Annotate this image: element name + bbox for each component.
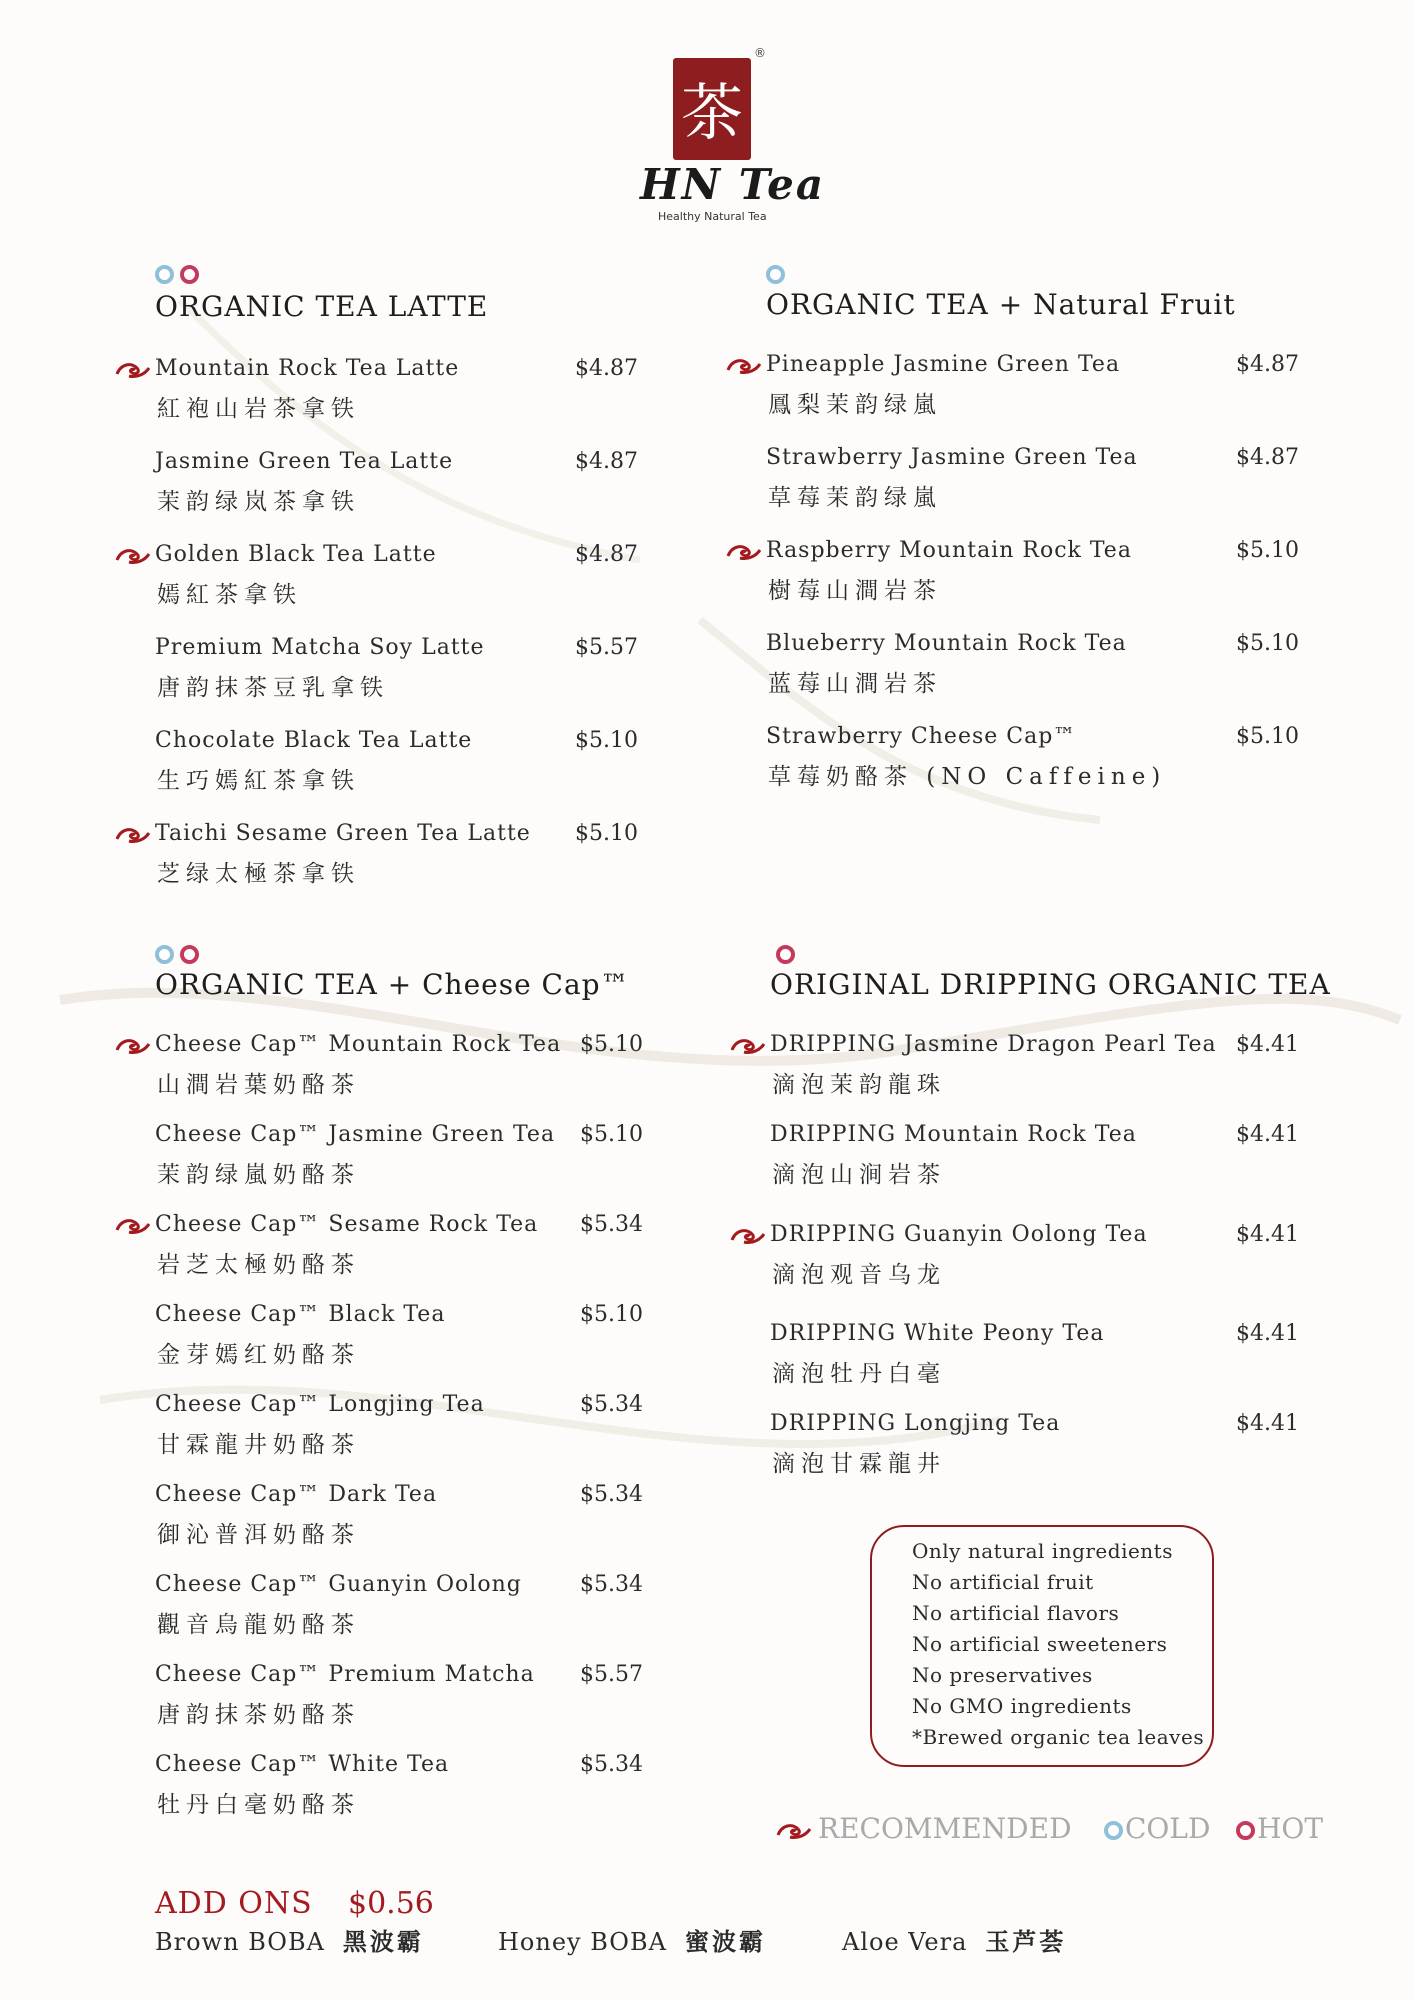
- menu-item-name-zh: 蓝莓山澗岩茶: [768, 671, 942, 697]
- menu-item-name: Strawberry Jasmine Green Tea: [766, 445, 1138, 470]
- addon-name: Aloe Vera: [842, 1928, 968, 1956]
- legend-cold: [1104, 1812, 1210, 1845]
- menu-item-name: Premium Matcha Soy Latte: [155, 635, 485, 660]
- hot-icon: [776, 945, 795, 964]
- menu-item: [155, 1212, 695, 1282]
- section-title-cheese: ORGANIC TEA + Cheese Cap™: [155, 968, 630, 1001]
- menu-item: [770, 1222, 1310, 1292]
- note-line: No preservatives: [912, 1663, 1093, 1687]
- menu-item: [770, 1122, 1310, 1192]
- recommended-icon: [730, 1226, 766, 1246]
- registered-mark: ®: [754, 46, 766, 60]
- fruit-temp-icons: [766, 264, 791, 284]
- menu-item-name-zh: 茉韵绿岚茶拿铁: [157, 489, 360, 515]
- menu-item-name-zh: 嫣紅茶拿铁: [157, 582, 302, 608]
- menu-item-name: Cheese Cap™ Sesame Rock Tea: [155, 1212, 539, 1237]
- menu-item-name-zh: 草莓茉韵绿嵐: [768, 485, 942, 511]
- menu-item-name: DRIPPING Longjing Tea: [770, 1411, 1061, 1436]
- menu-item-name-zh: 草莓奶酪茶 (NO Caffeine): [768, 764, 1167, 790]
- cold-icon: [766, 265, 785, 284]
- logo-mark: [673, 58, 751, 160]
- cold-icon: [1104, 1821, 1123, 1840]
- tea-glyph-icon: [673, 58, 751, 160]
- menu-item-name: Cheese Cap™ White Tea: [155, 1752, 450, 1777]
- menu-item: [155, 1662, 695, 1732]
- menu-item-name-zh: 唐韵抹茶豆乳拿铁: [157, 675, 389, 701]
- note-line: Only natural ingredients: [912, 1539, 1173, 1563]
- menu-item: [766, 445, 1306, 515]
- menu-item-name: Cheese Cap™ Jasmine Green Tea: [155, 1122, 556, 1147]
- menu-item-name-zh: 山澗岩葉奶酪茶: [157, 1072, 360, 1098]
- menu-item-name: Cheese Cap™ Premium Matcha: [155, 1662, 535, 1687]
- addon-name: Honey BOBA: [498, 1928, 667, 1956]
- hot-icon: [1236, 1821, 1255, 1840]
- menu-item-name-zh: 滴泡茉韵龍珠: [772, 1072, 946, 1098]
- menu-item: [770, 1411, 1310, 1481]
- menu-item: [155, 1752, 695, 1822]
- menu-item: [155, 1482, 695, 1552]
- recommended-icon: [776, 1821, 812, 1841]
- menu-item: [155, 728, 695, 798]
- menu-item-price: $4.41: [1236, 1032, 1299, 1057]
- menu-item-price: $4.87: [575, 449, 638, 474]
- menu-item-price: $5.10: [1236, 631, 1299, 656]
- addon-item: [842, 1922, 1066, 1957]
- addon-name-zh: 黑波霸: [342, 1927, 424, 1956]
- note-line: No artificial fruit: [912, 1570, 1094, 1594]
- menu-item-price: $5.10: [575, 821, 638, 846]
- menu-item-name-zh: 滴泡甘霖龍井: [772, 1451, 946, 1477]
- menu-item-name: Chocolate Black Tea Latte: [155, 728, 473, 753]
- menu-item-name: Cheese Cap™ Longjing Tea: [155, 1392, 485, 1417]
- menu-item-name: Blueberry Mountain Rock Tea: [766, 631, 1127, 656]
- menu-item-price: $4.87: [1236, 445, 1299, 470]
- menu-item-price: $4.87: [1236, 352, 1299, 377]
- menu-item: [155, 635, 695, 705]
- dripping-temp-icons: [776, 944, 801, 964]
- menu-item-name: Cheese Cap™ Guanyin Oolong: [155, 1572, 522, 1597]
- menu-item-price: $4.87: [575, 356, 638, 381]
- latte-temp-icons: [155, 264, 205, 284]
- addon-name-zh: 蜜波霸: [684, 1927, 766, 1956]
- legend-recommended-label: RECOMMENDED: [818, 1812, 1072, 1845]
- menu-item: [155, 1572, 695, 1642]
- menu-item-price: $4.87: [575, 542, 638, 567]
- menu-item-name-zh: 御沁普洱奶酪茶: [157, 1522, 360, 1548]
- menu-item-price: $5.34: [580, 1572, 643, 1597]
- legend-hot: [1236, 1812, 1323, 1845]
- menu-item-price: $5.10: [1236, 538, 1299, 563]
- menu-item-name-zh: 樹莓山澗岩茶: [768, 578, 942, 604]
- menu-item: [155, 1032, 695, 1102]
- menu-item: [155, 1392, 695, 1462]
- menu-item-price: $5.57: [575, 635, 638, 660]
- note-line: *Brewed organic tea leaves: [912, 1725, 1205, 1749]
- menu-item: [155, 821, 695, 891]
- legend-recommended: [776, 1812, 1072, 1845]
- menu-item-price: $4.41: [1236, 1222, 1299, 1247]
- menu-item-name-zh: 生巧嫣紅茶拿铁: [157, 768, 360, 794]
- menu-item-price: $4.41: [1236, 1321, 1299, 1346]
- recommended-icon: [730, 1036, 766, 1056]
- menu-item-name-zh: 滴泡观音乌龙: [772, 1262, 946, 1288]
- recommended-icon: [115, 546, 151, 566]
- menu-item-name-zh: 牡丹白毫奶酪茶: [157, 1792, 360, 1818]
- recommended-icon: [115, 360, 151, 380]
- menu-item: [155, 1122, 695, 1192]
- menu-item-name: Mountain Rock Tea Latte: [155, 356, 460, 381]
- menu-item: [766, 538, 1306, 608]
- legend-cold-label: COLD: [1125, 1812, 1211, 1845]
- note-line: No artificial flavors: [912, 1601, 1120, 1625]
- menu-item-name-zh: 茉韵绿嵐奶酪茶: [157, 1162, 360, 1188]
- menu-item-name: Pineapple Jasmine Green Tea: [766, 352, 1121, 377]
- menu-item-price: $5.10: [580, 1032, 643, 1057]
- cheese-temp-icons: [155, 944, 205, 964]
- addon-name: Brown BOBA: [155, 1928, 325, 1956]
- menu-item-name: Strawberry Cheese Cap™: [766, 724, 1077, 749]
- note-line: No artificial sweeteners: [912, 1632, 1168, 1656]
- menu-item: [155, 542, 695, 612]
- menu-item-name: Cheese Cap™ Black Tea: [155, 1302, 446, 1327]
- menu-item-name: Jasmine Green Tea Latte: [155, 449, 454, 474]
- menu-item: [766, 352, 1306, 422]
- menu-item-name: DRIPPING Mountain Rock Tea: [770, 1122, 1137, 1147]
- menu-item-name: DRIPPING White Peony Tea: [770, 1321, 1105, 1346]
- menu-item-price: $5.10: [580, 1122, 643, 1147]
- menu-item-name-zh: 滴泡山涧岩茶: [772, 1162, 946, 1188]
- menu-item-name-zh: 鳳梨茉韵绿嵐: [768, 392, 942, 418]
- menu-item-name: Golden Black Tea Latte: [155, 542, 437, 567]
- recommended-icon: [726, 356, 762, 376]
- menu-item-price: $4.41: [1236, 1122, 1299, 1147]
- legend-hot-label: HOT: [1257, 1812, 1324, 1845]
- addons-price: $0.56: [348, 1886, 434, 1921]
- menu-item-name: Cheese Cap™ Dark Tea: [155, 1482, 438, 1507]
- menu-item-name-zh: 甘霖龍井奶酪茶: [157, 1432, 360, 1458]
- menu-item-price: $5.34: [580, 1752, 643, 1777]
- menu-item-name-zh: 紅袍山岩茶拿铁: [157, 396, 360, 422]
- addon-item: [498, 1922, 766, 1957]
- menu-item-name-zh: 岩芝太極奶酪茶: [157, 1252, 360, 1278]
- menu-item: [155, 449, 695, 519]
- menu-item-name-zh: 觀音烏龍奶酪茶: [157, 1612, 360, 1638]
- menu-item-name-zh: 滴泡牡丹白毫: [772, 1361, 946, 1387]
- menu-item: [155, 1302, 695, 1372]
- menu-item: [770, 1032, 1310, 1102]
- section-title-latte: ORGANIC TEA LATTE: [155, 290, 489, 323]
- menu-item: [766, 724, 1306, 794]
- section-title-dripping: ORIGINAL DRIPPING ORGANIC TEA: [770, 968, 1331, 1001]
- brand-name: HN Tea: [640, 160, 826, 209]
- cold-icon: [155, 945, 174, 964]
- menu-item: [770, 1321, 1310, 1391]
- recommended-icon: [115, 1036, 151, 1056]
- menu-item-price: $5.34: [580, 1212, 643, 1237]
- brand-tagline: Healthy Natural Tea: [658, 210, 767, 223]
- menu-item-price: $4.41: [1236, 1411, 1299, 1436]
- menu-item: [766, 631, 1306, 701]
- menu-item-name: Cheese Cap™ Mountain Rock Tea: [155, 1032, 562, 1057]
- menu-item-name: DRIPPING Jasmine Dragon Pearl Tea: [770, 1032, 1217, 1057]
- menu-item-name: DRIPPING Guanyin Oolong Tea: [770, 1222, 1148, 1247]
- addons-title: ADD ONS: [155, 1886, 313, 1921]
- recommended-icon: [115, 825, 151, 845]
- section-title-fruit: ORGANIC TEA + Natural Fruit: [766, 288, 1236, 321]
- logo-glyph: 茶: [680, 76, 744, 149]
- recommended-icon: [726, 542, 762, 562]
- menu-item-price: $5.34: [580, 1392, 643, 1417]
- menu-item-name-zh: 金芽嫣红奶酪茶: [157, 1342, 360, 1368]
- menu-item-name: Taichi Sesame Green Tea Latte: [155, 821, 531, 846]
- addon-name-zh: 玉芦荟: [985, 1927, 1067, 1956]
- note-line: No GMO ingredients: [912, 1694, 1132, 1718]
- menu-item: [155, 356, 695, 426]
- recommended-icon: [115, 1216, 151, 1236]
- menu-item-name: Raspberry Mountain Rock Tea: [766, 538, 1132, 563]
- menu-item-price: $5.34: [580, 1482, 643, 1507]
- menu-item-price: $5.10: [1236, 724, 1299, 749]
- menu-item-price: $5.10: [580, 1302, 643, 1327]
- hot-icon: [180, 945, 199, 964]
- menu-item-name-zh: 唐韵抹茶奶酪茶: [157, 1702, 360, 1728]
- addon-item: [155, 1922, 424, 1957]
- menu-item-price: $5.10: [575, 728, 638, 753]
- menu-item-name-zh: 芝绿太極茶拿铁: [157, 861, 360, 887]
- cold-icon: [155, 265, 174, 284]
- hot-icon: [180, 265, 199, 284]
- menu-item-price: $5.57: [580, 1662, 643, 1687]
- ingredients-note: [870, 1525, 1214, 1767]
